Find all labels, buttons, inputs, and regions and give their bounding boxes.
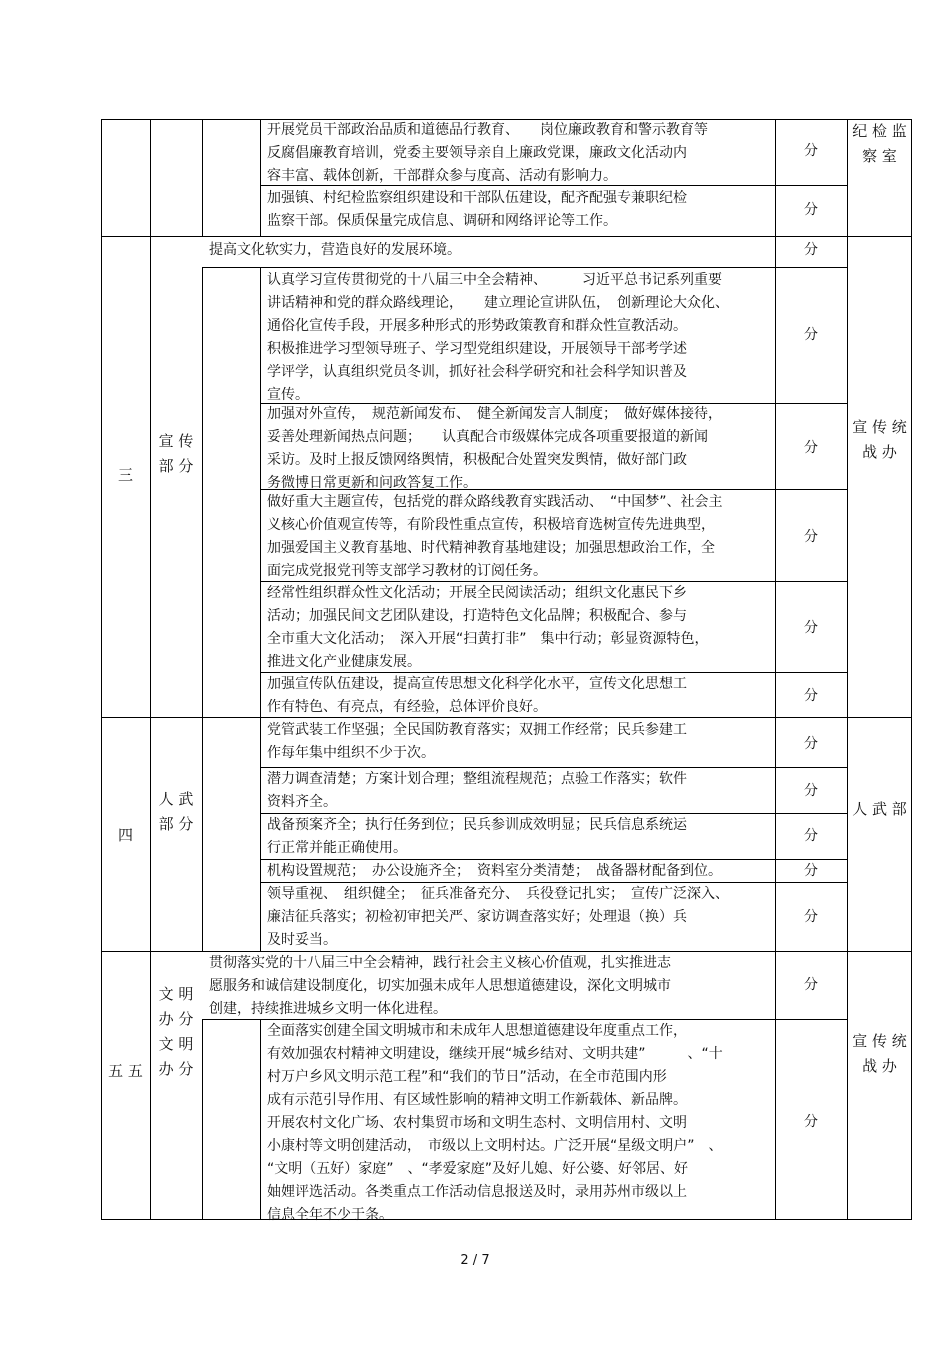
score-cell: 分 [804,783,818,799]
section-department: 宣 传 部 分 [158,432,194,475]
score-cell: 分 [804,1114,818,1130]
item-text: 战备预案齐全；执行任务到位；民兵参训成效明显；民兵信息系统运 行正常并能正确使用。 [267,817,687,856]
score-cell: 分 [804,242,818,258]
owner-department: 人 武 部 [852,800,907,818]
item-text: 全面落实创建全国文明城市和未成年人思想道德建设年度重点工作， 有效加强农村精神文明建设，继续开展“城乡结对、文明共建” 、“十 村万户乡风文明示范工程”和“我们的节日”活动，在全市范围内形 成有示范引导作用、有区域性影响的精神文明工作新载体、新品牌。 开展农村文化广场、农村集贸市场和文明生态村、文明信用村、文明 小康村等文明创建活动， 市级以上文明村达。广泛开展“星级文明户” 、 “文明（五好）家庭” 、“孝爱家庭”及好儿媳、好公婆、好邻居、好 妯娌评选活动。各类重点工作活动信息报送及时，录用苏州市级以上 信息全年不少于条。 [267,1023,723,1223]
score-cell: 分 [804,828,818,844]
table-rule [260,267,261,951]
section-number: 三 [117,466,133,484]
table-rule [202,119,203,236]
item-text: 机构设置规范； 办公设施齐全； 资料室分类清楚； 战备器材配备到位。 [267,863,722,879]
section-department: 文 明 办 分 文 明 办 分 [158,985,194,1078]
item-text: 加强宣传队伍建设，提高宣传思想文化科学化水平，宣传文化思想工 作有特色、有亮点，有经验，总体评价良好。 [267,676,687,715]
item-text: 经常性组织群众性文化活动；开展全民阅读活动；组织文化惠民下乡 活动；加强民间文艺团队建设，打造特色文化品牌；积极配合、参与 全市重大文化活动； 深入开展“扫黄打非” 集中行动；彰显资源特色， 推进文化产业健康发展。 [267,585,709,670]
item-text: 开展党员干部政治品质和道德品行教育、 岗位廉政教育和警示教育等 反腐倡廉教育培训，党委主要领导亲自上廉政党课，廉政文化活动内 容丰富、载体创新，干部群众参与度高、活动有影响力。 [267,122,708,184]
section-summary: 贯彻落实党的十八届三中全会精神，践行社会主义核心价值观，扎实推进志 愿服务和诚信建设制度化，切实加强未成年人思想道德建设，深化文明城市 创建，持续推进城乡文明一体化进程。 [209,955,671,1017]
owner-department: 宣 传 统 战 办 [852,1032,907,1075]
item-text: 认真学习宣传贯彻党的十八届三中全会精神、 习近平总书记系列重要 讲话精神和党的群众路线理论， 建立理论宣讲队伍， 创新理论大众化、 通俗化宣传手段，开展多种形式的形势政策教育和群众性宣教活动。 积极推进学习型领导班子、学习型党组织建设，开展领导干部考学述 学评学，认真组织党员冬训，抓好社会科学研究和社会科学知识普及 宣传。 [267,272,729,403]
item-text: 领导重视、 组织健全； 征兵准备充分、 兵役登记扎实； 宣传广泛深入、 廉洁征兵落实；初检初审把关严、家访调查落实好；处理退（换）兵 及时妥当。 [267,886,729,948]
score-cell: 分 [804,143,818,159]
table-rule [260,1019,261,1219]
section-number: 四 [117,826,133,844]
assessment-table [101,119,912,1223]
score-cell: 分 [804,620,818,636]
table-rule [260,119,261,236]
score-cell: 分 [804,688,818,704]
table-rule [202,267,848,268]
score-cell: 分 [804,863,818,879]
page-number: 2 / 7 [460,1253,490,1268]
section-summary: 提高文化软实力，营造良好的发展环境。 [209,242,461,258]
item-text: 党管武装工作坚强；全民国防教育落实；双拥工作经常；民兵参建工 作每年集中组织不少于次。 [267,722,687,761]
score-cell: 分 [804,202,818,218]
owner-department: 宣 传 统 战 办 [852,418,907,461]
item-text: 潜力调查清楚；方案计划合理；整组流程规范；点验工作落实；软件 资料齐全。 [267,771,687,810]
owner-department: 纪 检 监 察 室 [852,122,907,165]
section-department: 人 武 部 分 [158,790,194,833]
section-number: 五 五 [108,1062,143,1080]
score-cell: 分 [804,977,818,993]
item-text: 做好重大主题宣传，包括党的群众路线教育实践活动、 “中国梦”、社会主 义核心价值观宣传等，有阶段性重点宣传，积极培育选树宣传先进典型， 加强爱国主义教育基地、时代精神教育基地建设；加强思想政治工作，全 面完成党报党刊等支部学习教材的订阅任务。 [267,494,723,579]
table-rule [202,1019,203,1219]
score-cell: 分 [804,909,818,925]
score-cell: 分 [804,440,818,456]
table-rule [911,119,912,1220]
table-rule [775,119,776,1220]
table-rule [101,236,912,237]
score-cell: 分 [804,736,818,752]
score-cell: 分 [804,327,818,343]
table-rule [202,267,203,951]
table-rule [101,119,102,1220]
item-text: 加强对外宣传， 规范新闻发布、 健全新闻发言人制度； 做好媒体接待， 妥善处理新闻热点问题； 认真配合市级媒体完成各项重要报道的新闻 采访。及时上报反馈网络舆情，积极配合处置突发舆情，做好部门政 务微博日常更新和问政答复工作。 [267,406,722,491]
score-cell: 分 [804,529,818,545]
item-text: 加强镇、村纪检监察组织建设和干部队伍建设，配齐配强专兼职纪检 监察干部。保质保量完成信息、调研和网络评论等工作。 [267,190,687,229]
